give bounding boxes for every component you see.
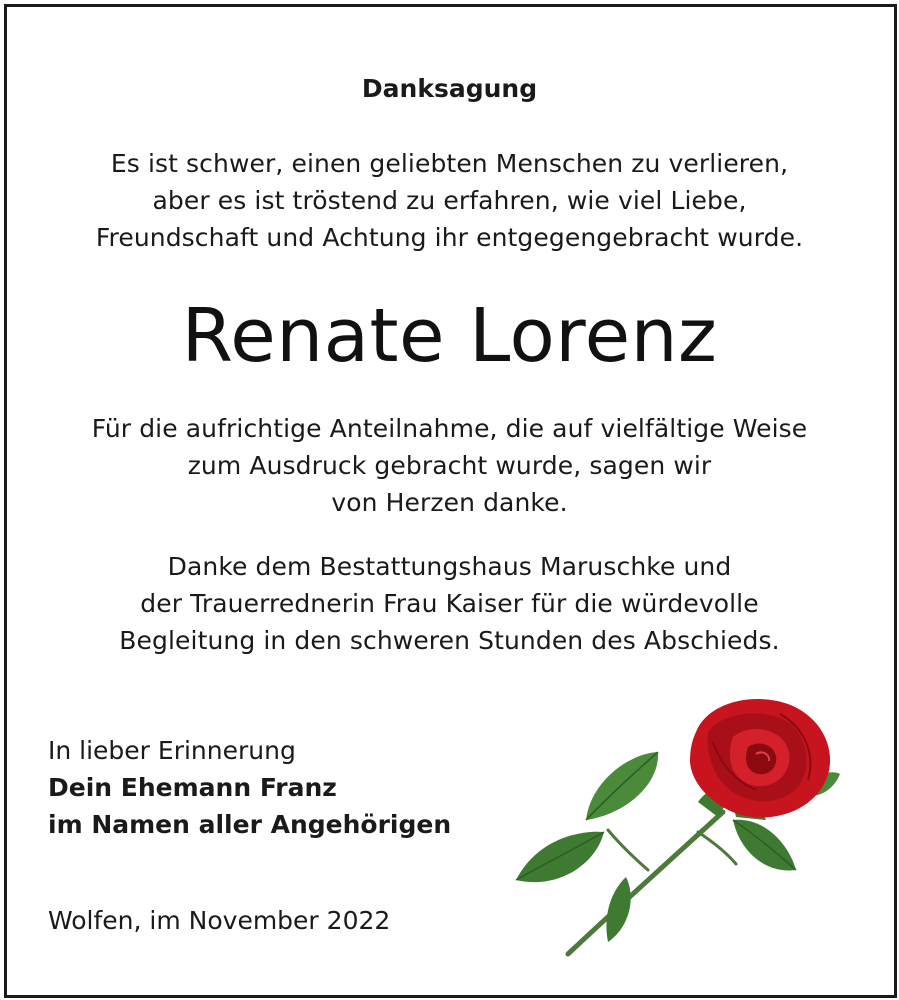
intro-line: Es ist schwer, einen geliebten Menschen zu verlieren, [110,149,789,178]
funeral-thanks-line: der Trauerrednerin Frau Kaiser für die würdevolle [140,589,759,618]
funeral-thanks-line: Begleitung in den schweren Stunden des Abschieds. [119,626,780,655]
intro-line: aber es ist tröstend zu erfahren, wie viel Liebe, [152,186,747,215]
memory-line: In lieber Erinnerung [48,736,296,765]
place-date: Wolfen, im November 2022 [48,906,391,935]
funeral-thanks-line: Danke dem Bestattungshaus Maruschke und [167,552,732,581]
thanks-line: zum Ausdruck gebracht wurde, sagen wir [187,451,712,480]
signer-line: Dein Ehemann Franz [48,773,337,802]
rose-icon [508,692,853,962]
intro-line: Freundschaft und Achtung ihr entgegengebracht wurde. [95,223,804,252]
signoff-block [48,732,451,843]
thanks-paragraph [0,410,899,521]
thanks-line: von Herzen danke. [331,488,568,517]
thanks-line: Für die aufrichtige Anteilnahme, die auf vielfältige Weise [91,414,808,443]
heading: Danksagung [361,74,538,103]
funeral-thanks-paragraph [0,548,899,659]
family-line: im Namen aller Angehörigen [48,810,452,839]
deceased-name: Renate Lorenz [181,293,718,379]
intro-paragraph [0,145,899,256]
